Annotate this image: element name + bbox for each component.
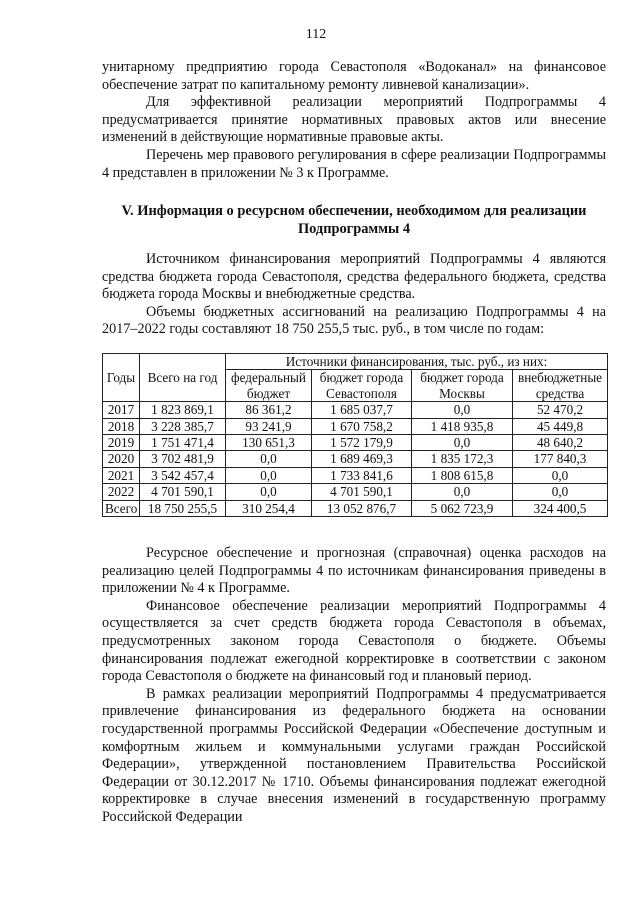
intro-block bbox=[102, 59, 606, 182]
value-cell: 4 701 590,1 bbox=[312, 484, 412, 500]
value-cell: 3 702 481,9 bbox=[140, 451, 226, 467]
value-cell: 0,0 bbox=[412, 435, 513, 451]
value-cell: 18 750 255,5 bbox=[140, 500, 226, 516]
paragraph: унитарному предприятию города Севастополя «Водоканал» на финансовое обеспечение затрат по капитальному ремонту ливневой канализации». bbox=[102, 59, 606, 93]
value-cell: 86 361,2 bbox=[226, 402, 312, 418]
table-row bbox=[103, 500, 608, 516]
header-federal: федеральный бюджет bbox=[226, 370, 312, 402]
year-cell: 2019 bbox=[103, 435, 140, 451]
section-heading: V. Информация о ресурсном обеспечении, необходимом для реализации Подпрограммы 4 bbox=[121, 203, 587, 237]
header-extrabudget: внебюджетные средства bbox=[513, 370, 608, 402]
value-cell: 0,0 bbox=[412, 484, 513, 500]
header-years: Годы bbox=[103, 354, 140, 402]
year-cell: 2021 bbox=[103, 467, 140, 483]
paragraph: В рамках реализации мероприятий Подпрограммы 4 предусматривается привлечение финансирования из федерального бюджета на основании государственной программы Российской Федерации «Обеспечение доступным и комфортным жильем и коммунальными услугами граждан Российской Федерации», утвержденной постановлением Правительства Российской Федерации от 30.12.2017 № 1710. Объемы финансирования подлежат ежегодной корректировке в случае внесения изменений в государственную программу Российской Федерации bbox=[102, 685, 606, 825]
value-cell: 45 449,8 bbox=[513, 418, 608, 434]
value-cell: 1 670 758,2 bbox=[312, 418, 412, 434]
value-cell: 52 470,2 bbox=[513, 402, 608, 418]
table-row bbox=[103, 402, 608, 418]
table-row bbox=[103, 435, 608, 451]
value-cell: 1 572 179,9 bbox=[312, 435, 412, 451]
year-cell: 2020 bbox=[103, 451, 140, 467]
value-cell: 324 400,5 bbox=[513, 500, 608, 516]
value-cell: 13 052 876,7 bbox=[312, 500, 412, 516]
table-row bbox=[103, 451, 608, 467]
table-row bbox=[103, 418, 608, 434]
value-cell: 0,0 bbox=[226, 451, 312, 467]
year-cell: 2018 bbox=[103, 418, 140, 434]
value-cell: 93 241,9 bbox=[226, 418, 312, 434]
value-cell: 1 733 841,6 bbox=[312, 467, 412, 483]
header-total: Всего на год bbox=[140, 354, 226, 402]
paragraph: Источником финансирования мероприятий Подпрограммы 4 являются средства бюджета города Севастополя, средства федерального бюджета, средства бюджета города Москвы и внебюджетные средства. bbox=[102, 251, 606, 303]
value-cell: 1 751 471,4 bbox=[140, 435, 226, 451]
paragraph: Финансовое обеспечение реализации мероприятий Подпрограммы 4 осуществляется за счет средств бюджета города Севастополя в объемах, предусмотренных законом города Севастополя о бюджете. Объемы финансирования подлежат ежегодной корректировке в соответствии с законом города Севастополя о бюджете на финансовый год и плановый период. bbox=[102, 597, 606, 685]
value-cell: 1 808 615,8 bbox=[412, 467, 513, 483]
table-body bbox=[103, 402, 608, 517]
funding-table bbox=[102, 353, 608, 517]
value-cell: 1 823 869,1 bbox=[140, 402, 226, 418]
closing-block bbox=[102, 545, 606, 827]
value-cell: 1 418 935,8 bbox=[412, 418, 513, 434]
value-cell: 48 640,2 bbox=[513, 435, 608, 451]
value-cell: 130 651,3 bbox=[226, 435, 312, 451]
value-cell: 3 542 457,4 bbox=[140, 467, 226, 483]
header-moscow: бюджет города Москвы bbox=[412, 370, 513, 402]
value-cell: 1 685 037,7 bbox=[312, 402, 412, 418]
section-intro-block bbox=[102, 251, 606, 339]
page-number: 112 bbox=[305, 27, 327, 42]
value-cell: 0,0 bbox=[226, 484, 312, 500]
paragraph: Перечень мер правового регулирования в сфере реализации Подпрограммы 4 представлен в приложении № 3 к Программе. bbox=[102, 146, 606, 181]
value-cell: 4 701 590,1 bbox=[140, 484, 226, 500]
value-cell: 0,0 bbox=[513, 467, 608, 483]
header-sources: Источники финансирования, тыс. руб., из них: bbox=[226, 354, 608, 370]
value-cell: 0,0 bbox=[412, 402, 513, 418]
value-cell: 177 840,3 bbox=[513, 451, 608, 467]
value-cell: 0,0 bbox=[513, 484, 608, 500]
header-sevastopol: бюджет города Севастополя bbox=[312, 370, 412, 402]
value-cell: 3 228 385,7 bbox=[140, 418, 226, 434]
table-row bbox=[103, 467, 608, 483]
year-cell: 2022 bbox=[103, 484, 140, 500]
paragraph: Для эффективной реализации мероприятий Подпрограммы 4 предусматривается принятие нормативных правовых актов или внесение изменений в действующие нормативные правовые акты. bbox=[102, 94, 606, 146]
value-cell: 0,0 bbox=[226, 467, 312, 483]
value-cell: 1 835 172,3 bbox=[412, 451, 513, 467]
value-cell: 5 062 723,9 bbox=[412, 500, 513, 516]
paragraph: Объемы бюджетных ассигнований на реализацию Подпрограммы 4 на 2017–2022 годы составляют 18 750 255,5 тыс. руб., в том числе по годам: bbox=[102, 303, 606, 338]
table-row bbox=[103, 484, 608, 500]
value-cell: 1 689 469,3 bbox=[312, 451, 412, 467]
year-cell: 2017 bbox=[103, 402, 140, 418]
year-cell: Всего bbox=[103, 500, 140, 516]
paragraph: Ресурсное обеспечение и прогнозная (справочная) оценка расходов на реализацию целей Подпрограммы 4 по источникам финансирования приведены в приложении № 4 к Программе. bbox=[102, 545, 606, 597]
value-cell: 310 254,4 bbox=[226, 500, 312, 516]
